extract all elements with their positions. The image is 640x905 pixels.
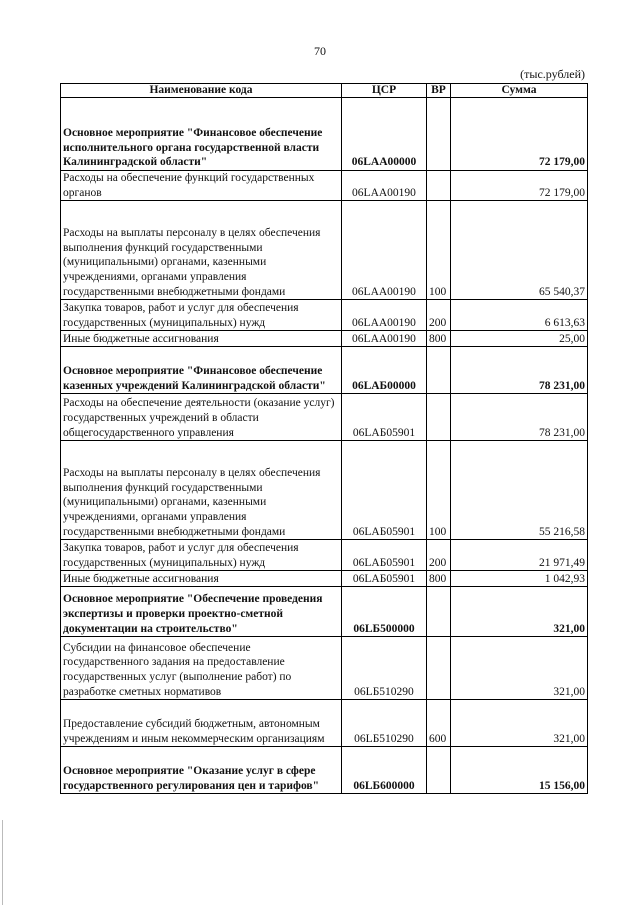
cell-vr: 600 [427,700,451,747]
cell-name: Расходы на выплаты персоналу в целях обеспечения выполнения функций государственными (муниципальными) органами, казенными учреждениями, органами управления государственными внебюджетными фондами [61,441,342,540]
cell-vr [427,747,451,794]
cell-name: Основное мероприятие "Оказание услуг в сфере государственного регулирования цен и тарифов" [61,747,342,794]
header-sum: Сумма [451,84,588,98]
cell-name: Основное мероприятие "Финансовое обеспечение исполнительного органа государственной власти Калининградской области" [61,98,342,171]
cell-sum: 321,00 [451,637,588,700]
table-row [61,747,588,794]
cell-vr: 100 [427,441,451,540]
table-row [61,300,588,331]
cell-sum: 65 540,37 [451,201,588,300]
unit-note: (тыс.рублей) [520,67,585,81]
table-row [61,331,588,347]
cell-sum: 55 216,58 [451,441,588,540]
header-vr: ВР [427,84,451,98]
cell-sum: 78 231,00 [451,347,588,394]
table-row [61,171,588,201]
cell-vr [427,347,451,394]
table-row [61,571,588,587]
cell-name: Расходы на выплаты персоналу в целях обеспечения выполнения функций государственными (муниципальными) органами, казенными учреждениями, органами управления государственными внебюджетными фондами [61,201,342,300]
header-csr: ЦСР [342,84,427,98]
table-row [61,347,588,394]
budget-table [60,83,588,794]
cell-csr: 06LБ600000 [342,747,427,794]
cell-sum: 72 179,00 [451,98,588,171]
cell-name: Закупка товаров, работ и услуг для обеспечения государственных (муниципальных) нужд [61,540,342,571]
cell-sum: 78 231,00 [451,394,588,441]
cell-csr: 06LAБ05901 [342,441,427,540]
cell-sum: 15 156,00 [451,747,588,794]
table-header-row [61,84,588,98]
cell-csr: 06LAБ05901 [342,571,427,587]
cell-name: Субсидии на финансовое обеспечение государственного задания на предоставление государственных услуг (выполнение работ) по разработке сметных нормативов [61,637,342,700]
cell-csr: 06LAA00190 [342,171,427,201]
cell-sum: 321,00 [451,700,588,747]
cell-vr: 200 [427,300,451,331]
cell-vr [427,587,451,637]
cell-csr: 06LAA00190 [342,300,427,331]
table-row [61,394,588,441]
table-row [61,540,588,571]
cell-name: Иные бюджетные ассигнования [61,571,342,587]
table-row [61,700,588,747]
cell-sum: 321,00 [451,587,588,637]
cell-csr: 06LAA00190 [342,331,427,347]
table-row [61,637,588,700]
cell-name: Иные бюджетные ассигнования [61,331,342,347]
cell-vr: 100 [427,201,451,300]
cell-csr: 06LБ500000 [342,587,427,637]
cell-csr: 06LAБ05901 [342,394,427,441]
cell-sum: 6 613,63 [451,300,588,331]
cell-vr [427,171,451,201]
cell-vr: 800 [427,331,451,347]
cell-csr: 06LБ510290 [342,637,427,700]
cell-name: Расходы на обеспечение функций государственных органов [61,171,342,201]
cell-name: Закупка товаров, работ и услуг для обеспечения государственных (муниципальных) нужд [61,300,342,331]
cell-vr [427,394,451,441]
cell-sum: 25,00 [451,331,588,347]
cell-name: Основное мероприятие "Обеспечение проведения экспертизы и проверки проектно-сметной документации на строительство" [61,587,342,637]
page-number: 70 [314,44,326,58]
cell-vr: 200 [427,540,451,571]
cell-csr: 06LБ510290 [342,700,427,747]
cell-sum: 1 042,93 [451,571,588,587]
table-row [61,441,588,540]
table-row [61,98,588,171]
cell-vr [427,637,451,700]
scan-edge-mark [2,820,3,905]
cell-name: Предоставление субсидий бюджетным, автономным учреждениям и иным некоммерческим организациям [61,700,342,747]
cell-vr [427,98,451,171]
cell-csr: 06LAБ05901 [342,540,427,571]
header-name: Наименование кода [61,84,342,98]
cell-name: Расходы на обеспечение деятельности (оказание услуг) государственных учреждений в области общегосударственного управления [61,394,342,441]
cell-csr: 06LAA00190 [342,201,427,300]
table-row [61,201,588,300]
cell-sum: 72 179,00 [451,171,588,201]
cell-name: Основное мероприятие "Финансовое обеспечение казенных учреждений Калининградской области" [61,347,342,394]
cell-sum: 21 971,49 [451,540,588,571]
cell-vr: 800 [427,571,451,587]
table-row [61,587,588,637]
cell-csr: 06LAA00000 [342,98,427,171]
cell-csr: 06LAБ00000 [342,347,427,394]
